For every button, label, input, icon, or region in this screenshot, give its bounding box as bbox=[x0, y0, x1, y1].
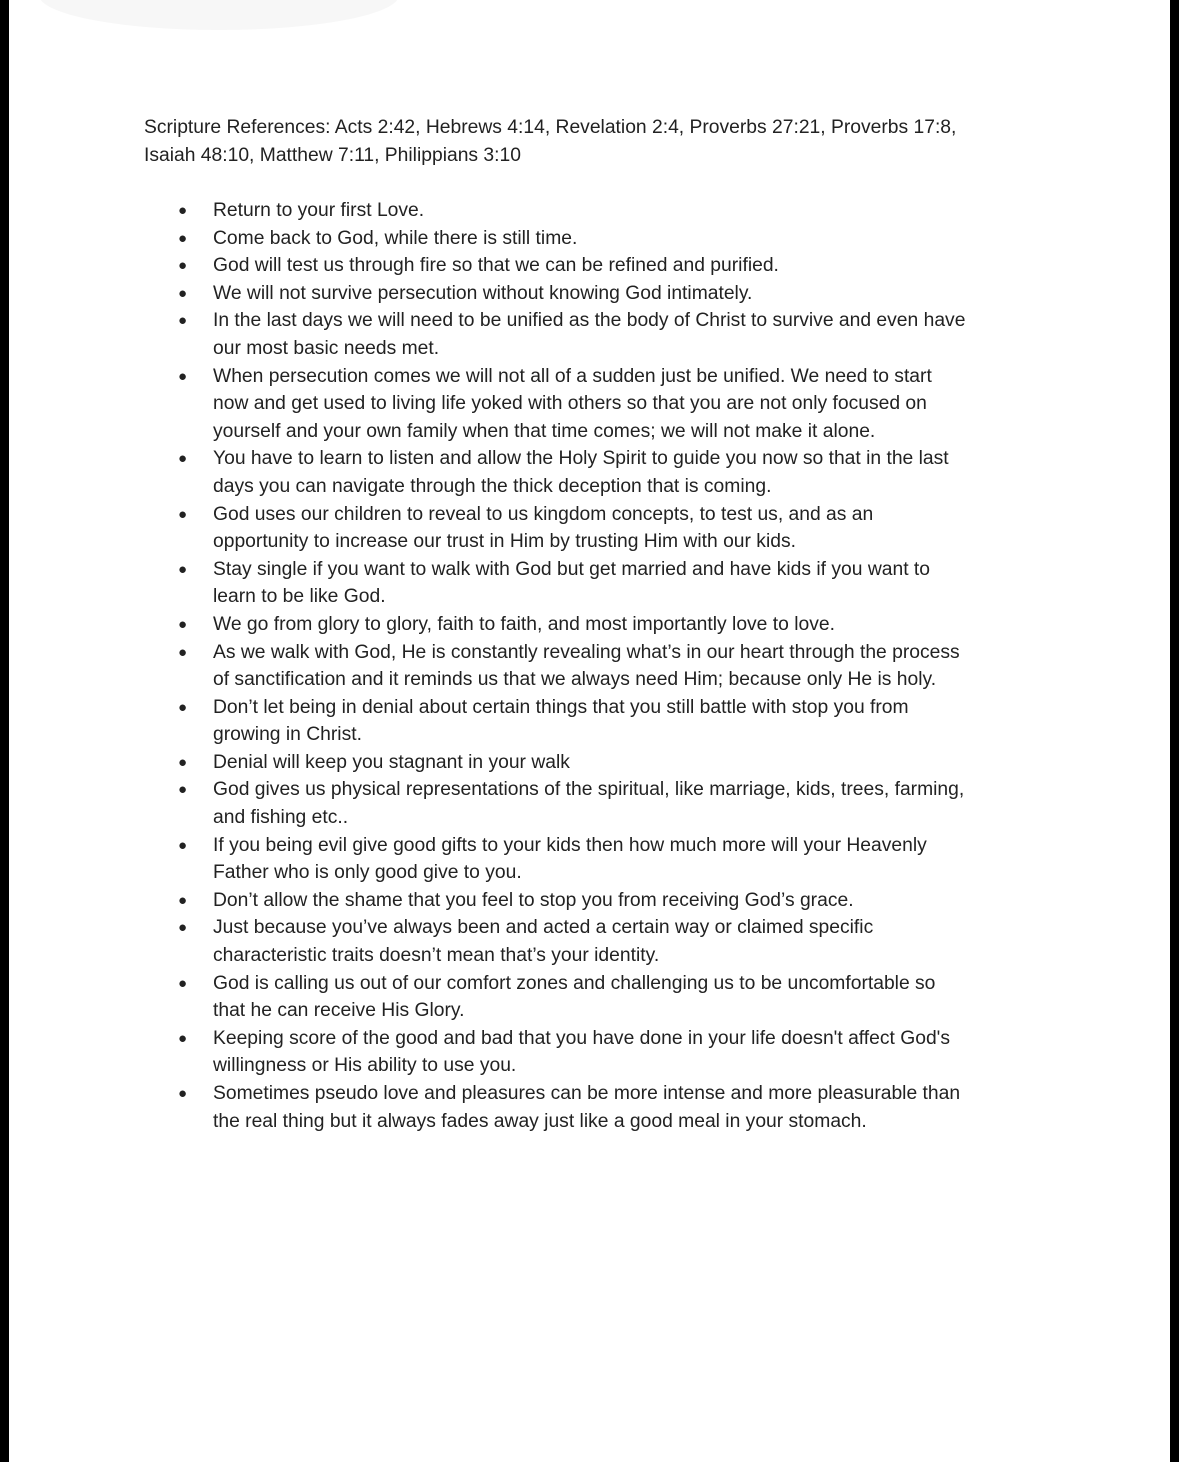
list-item-text: opportunity to increase our trust in Him by trusting Him with our kids. bbox=[213, 531, 796, 553]
bullet-icon: ● bbox=[178, 781, 188, 799]
bullet-icon: ● bbox=[178, 615, 188, 633]
list-item-text: willingness or His ability to use you. bbox=[213, 1055, 517, 1077]
list-item bbox=[144, 914, 965, 969]
bullet-icon: ● bbox=[178, 1085, 188, 1102]
bullet-icon: ● bbox=[178, 643, 188, 661]
list-item bbox=[144, 280, 965, 308]
bullet-icon: ● bbox=[178, 312, 188, 330]
list-item-text: Don’t let being in denial about certain things that you still battle with stop you from bbox=[213, 696, 909, 718]
list-item bbox=[144, 252, 965, 280]
list-item bbox=[144, 611, 965, 639]
list-item-text: Stay single if you want to walk with God but get married and have kids if you want to bbox=[213, 558, 930, 580]
list-item-text: our most basic needs met. bbox=[213, 337, 440, 359]
bullet-icon: ● bbox=[178, 450, 188, 468]
list-item-text: yourself and your own family when that time comes; we will not make it alone. bbox=[213, 420, 876, 442]
bullet-icon: ● bbox=[178, 367, 188, 385]
list-item bbox=[144, 225, 965, 253]
list-item-text: learn to be like God. bbox=[213, 586, 386, 608]
document-page bbox=[9, 0, 1170, 1462]
list-item-text: growing in Christ. bbox=[213, 724, 362, 746]
bullet-icon: ● bbox=[178, 284, 188, 302]
list-item-text: characteristic traits doesn’t mean that’s your identity. bbox=[213, 945, 660, 967]
list-item bbox=[144, 1080, 965, 1135]
list-item-text: We will not survive persecution without knowing God intimately. bbox=[213, 282, 753, 304]
list-item bbox=[144, 970, 965, 1025]
list-item-text: As we walk with God, He is constantly revealing what’s in our heart through the process bbox=[213, 641, 960, 663]
top-shadow bbox=[39, 0, 399, 30]
bullet-icon: ● bbox=[178, 560, 188, 578]
list-item-text: days you can navigate through the thick deception that is coming. bbox=[213, 475, 772, 497]
bullet-icon: ● bbox=[178, 974, 188, 992]
list-item-text: In the last days we will need to be unified as the body of Christ to survive and even have bbox=[213, 310, 966, 332]
list-item-text: of sanctification and it reminds us that we always need Him; because only He is holy. bbox=[213, 669, 937, 691]
list-item-text: Father who is only good give to you. bbox=[213, 862, 522, 884]
scripture-references bbox=[144, 114, 956, 169]
list-item bbox=[144, 639, 965, 694]
bullet-icon: ● bbox=[178, 891, 188, 909]
references-line: Scripture References: Acts 2:42, Hebrews 4:14, Revelation 2:4, Proverbs 27:21, Proverbs 17:8, bbox=[144, 117, 957, 138]
list-item bbox=[144, 749, 965, 777]
list-item-text: Return to your first Love. bbox=[213, 200, 425, 221]
list-item-text: Keeping score of the good and bad that you have done in your life doesn't affect God's bbox=[213, 1027, 950, 1049]
bullet-list bbox=[144, 197, 965, 1135]
list-item-text: that he can receive His Glory. bbox=[213, 1000, 465, 1022]
list-item-text: Denial will keep you stagnant in your walk bbox=[213, 751, 570, 773]
list-item-text: We go from glory to glory, faith to faith, and most importantly love to love. bbox=[213, 613, 835, 635]
list-item-text: God will test us through fire so that we can be refined and purified. bbox=[213, 255, 779, 277]
list-item bbox=[144, 445, 965, 500]
bullet-icon: ● bbox=[178, 698, 188, 716]
references-line: Isaiah 48:10, Matthew 7:11, Philippians 3:10 bbox=[144, 144, 521, 166]
bullet-icon: ● bbox=[178, 753, 188, 771]
list-item-text: Just because you’ve always been and acted a certain way or claimed specific bbox=[213, 917, 874, 939]
bullet-icon: ● bbox=[178, 229, 188, 247]
list-item bbox=[144, 832, 965, 887]
list-item bbox=[144, 197, 965, 225]
bullet-icon: ● bbox=[178, 919, 188, 937]
list-item-text: If you being evil give good gifts to your kids then how much more will your Heavenly bbox=[213, 834, 927, 856]
list-item-text: and fishing etc.. bbox=[213, 807, 349, 829]
list-item-text: now and get used to living life yoked with others so that you are not only focused on bbox=[213, 393, 927, 415]
list-item-text: God uses our children to reveal to us kingdom concepts, to test us, and as an bbox=[213, 503, 874, 525]
list-item-text: God gives us physical representations of the spiritual, like marriage, kids, trees, farming, bbox=[213, 779, 965, 801]
list-item-text: God is calling us out of our comfort zones and challenging us to be uncomfortable so bbox=[213, 972, 936, 994]
list-item bbox=[144, 501, 965, 556]
list-item-text: You have to learn to listen and allow the Holy Spirit to guide you now so that in the last bbox=[213, 448, 949, 470]
bullet-icon: ● bbox=[178, 836, 188, 854]
bullet-icon: ● bbox=[178, 257, 188, 275]
list-item-text: the real thing but it always fades away just like a good meal in your stomach. bbox=[213, 1110, 867, 1132]
list-item-text: Sometimes pseudo love and pleasures can be more intense and more pleasurable than bbox=[213, 1083, 961, 1104]
bullet-icon: ● bbox=[178, 1029, 188, 1047]
list-item bbox=[144, 887, 965, 915]
list-item bbox=[144, 556, 965, 611]
list-item bbox=[144, 363, 965, 446]
list-item bbox=[144, 307, 965, 362]
list-item bbox=[144, 1025, 965, 1080]
list-item-text: When persecution comes we will not all of a sudden just be unified. We need to start bbox=[213, 365, 932, 387]
bullet-icon: ● bbox=[178, 505, 188, 523]
list-item-text: Don’t allow the shame that you feel to stop you from receiving God’s grace. bbox=[213, 889, 854, 911]
list-item-text: Come back to God, while there is still time. bbox=[213, 227, 578, 249]
list-item bbox=[144, 694, 965, 749]
list-item bbox=[144, 776, 965, 831]
bullet-icon: ● bbox=[178, 202, 188, 219]
